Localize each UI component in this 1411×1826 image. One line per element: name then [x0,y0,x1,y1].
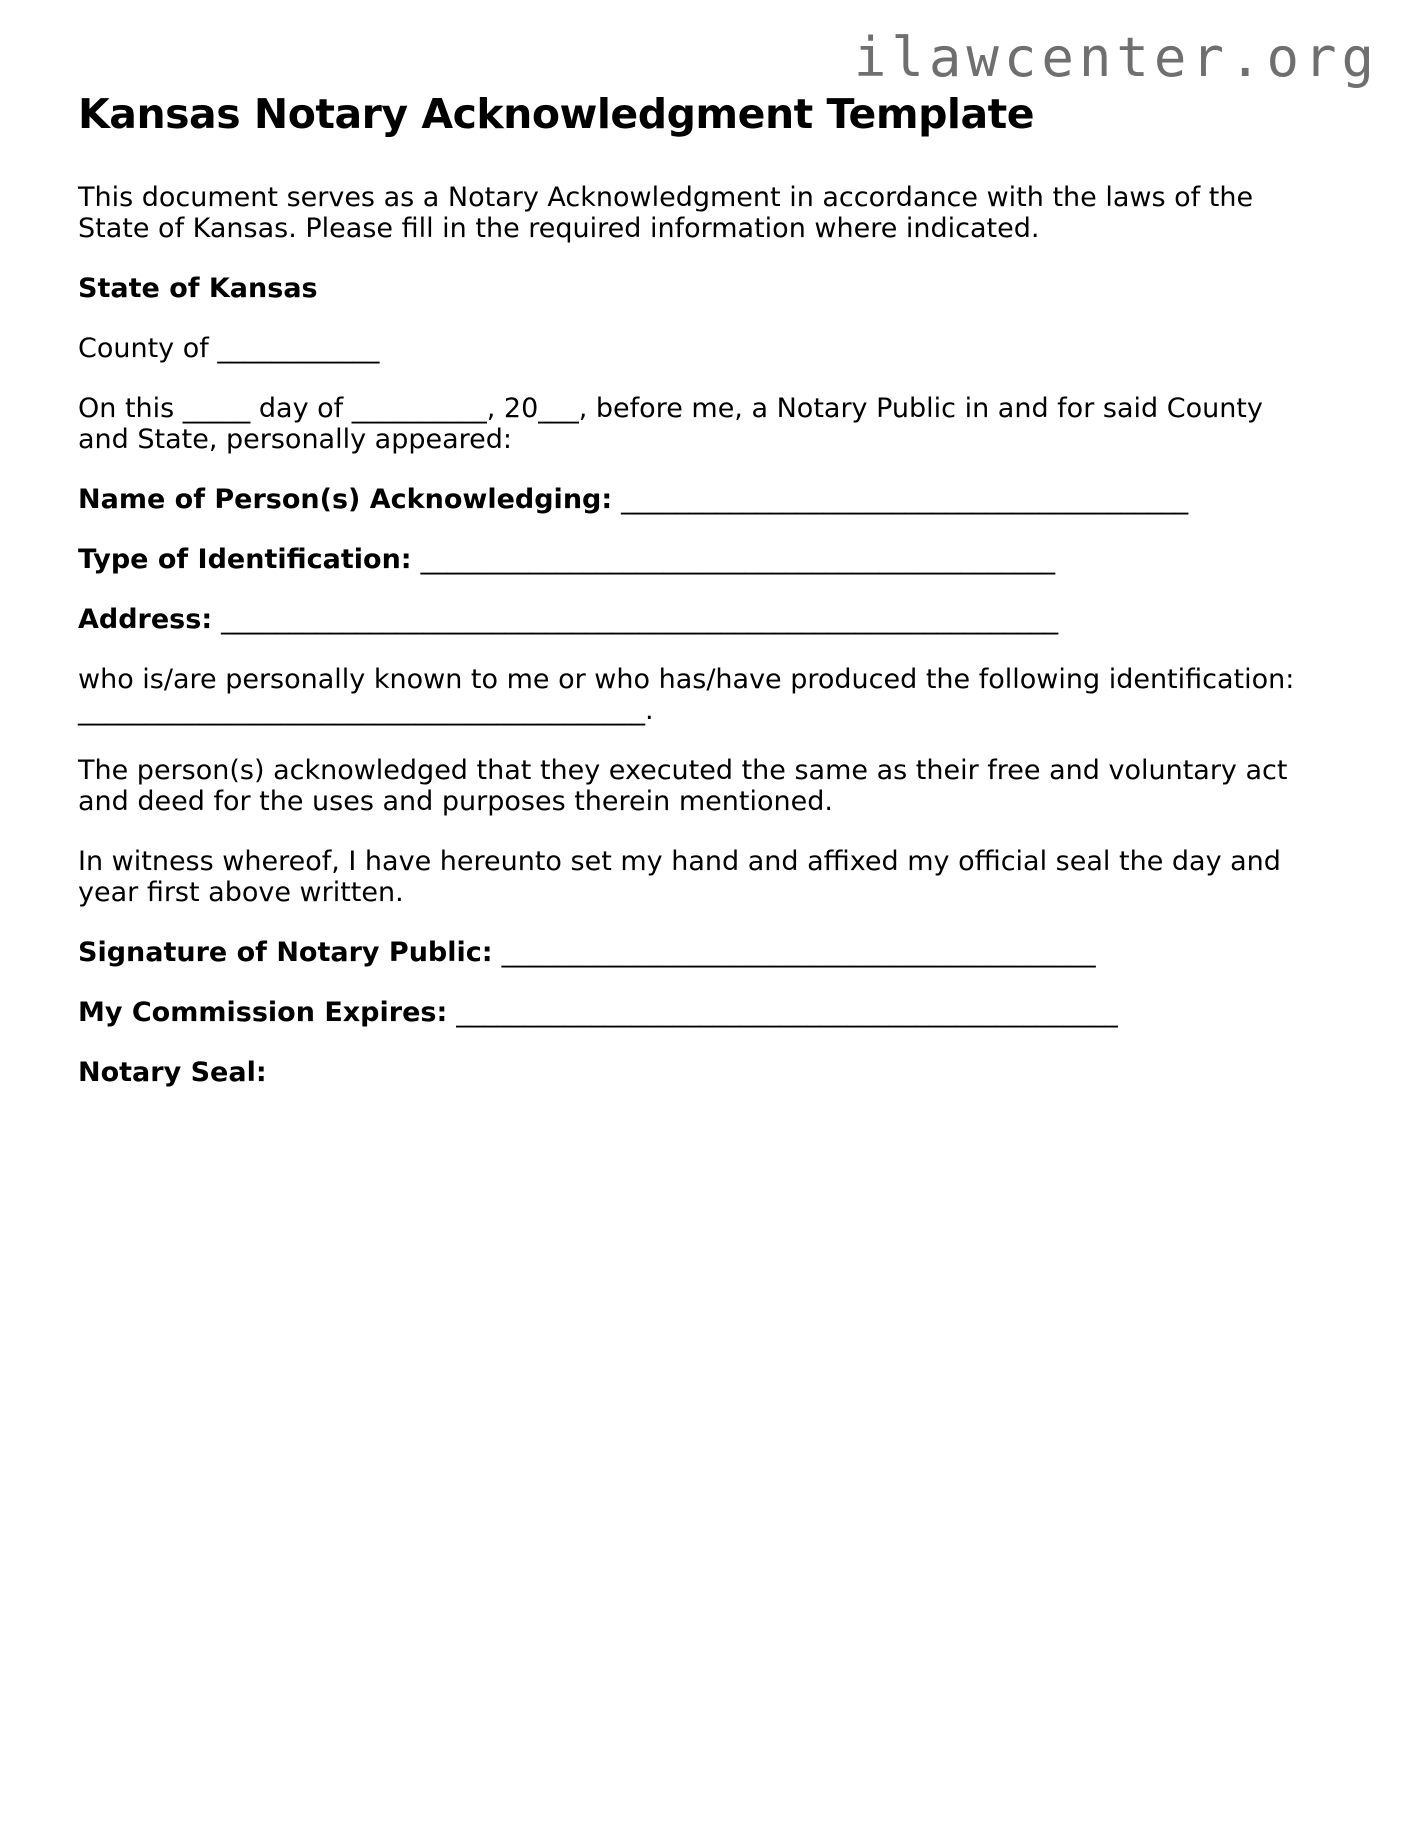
notary-seal-line [78,1057,1335,1088]
name-field [78,484,1335,515]
address-field-blank: ______________________________________________________________ [221,604,1059,635]
address-field-label: Address: [78,604,213,635]
page-title: Kansas Notary Acknowledgment Template [78,90,1035,138]
notary-seal-label: Notary Seal: [78,1057,267,1088]
intro-line-2: State of Kansas. Please fill in the required information where indicated. [78,213,1040,244]
name-field-blank: __________________________________________ [621,484,1189,515]
acknowledgment-clause-line-1: The person(s) acknowledged that they executed the same as their free and voluntary act [78,755,1288,786]
commission-field [78,997,1335,1028]
signature-field-label: Signature of Notary Public: [78,937,493,968]
known-clause-line-1: who is/are personally known to me or who has/have produced the following identification: [78,664,1295,695]
commission-field-blank: _________________________________________________ [456,997,1118,1028]
commission-field-label: My Commission Expires: [78,997,448,1028]
intro-paragraph [78,182,1335,244]
county-line [78,333,1335,364]
address-field [78,604,1335,635]
name-field-line [78,484,1335,515]
watermark-logo: ilawcenter.org [853,26,1379,89]
signature-field-blank: ____________________________________________ [501,937,1096,968]
on-this-paragraph [78,393,1335,455]
witness-clause-paragraph [78,846,1335,908]
on-this-line-1: On this _____ day of __________, 20___, before me, a Notary Public in and for said County [78,393,1263,424]
identification-field-line [78,544,1335,575]
witness-clause-line-1: In witness whereof, I have hereunto set my hand and affixed my official seal the day and [78,846,1281,877]
identification-field [78,544,1335,575]
acknowledgment-clause-paragraph [78,755,1335,817]
address-field-line [78,604,1335,635]
acknowledgment-clause-line-2: and deed for the uses and purposes therein mentioned. [78,786,833,817]
identification-field-blank: _______________________________________________ [420,544,1056,575]
on-this-line-2: and State, personally appeared: [78,424,513,455]
state-of-kansas-heading: State of Kansas [78,273,318,304]
signature-field [78,937,1335,968]
witness-clause-line-2: year first above written. [78,877,404,908]
commission-field-line [78,997,1335,1028]
signature-field-line [78,937,1335,968]
known-clause-blank-line: __________________________________________. [78,695,654,726]
identification-field-label: Type of Identification: [78,544,412,575]
known-clause-paragraph [78,664,1335,726]
intro-line-1: This document serves as a Notary Acknowledgment in accordance with the laws of the [78,182,1254,213]
name-field-label: Name of Person(s) Acknowledging: [78,484,613,515]
county-text-with-blank: County of ____________ [78,333,380,364]
